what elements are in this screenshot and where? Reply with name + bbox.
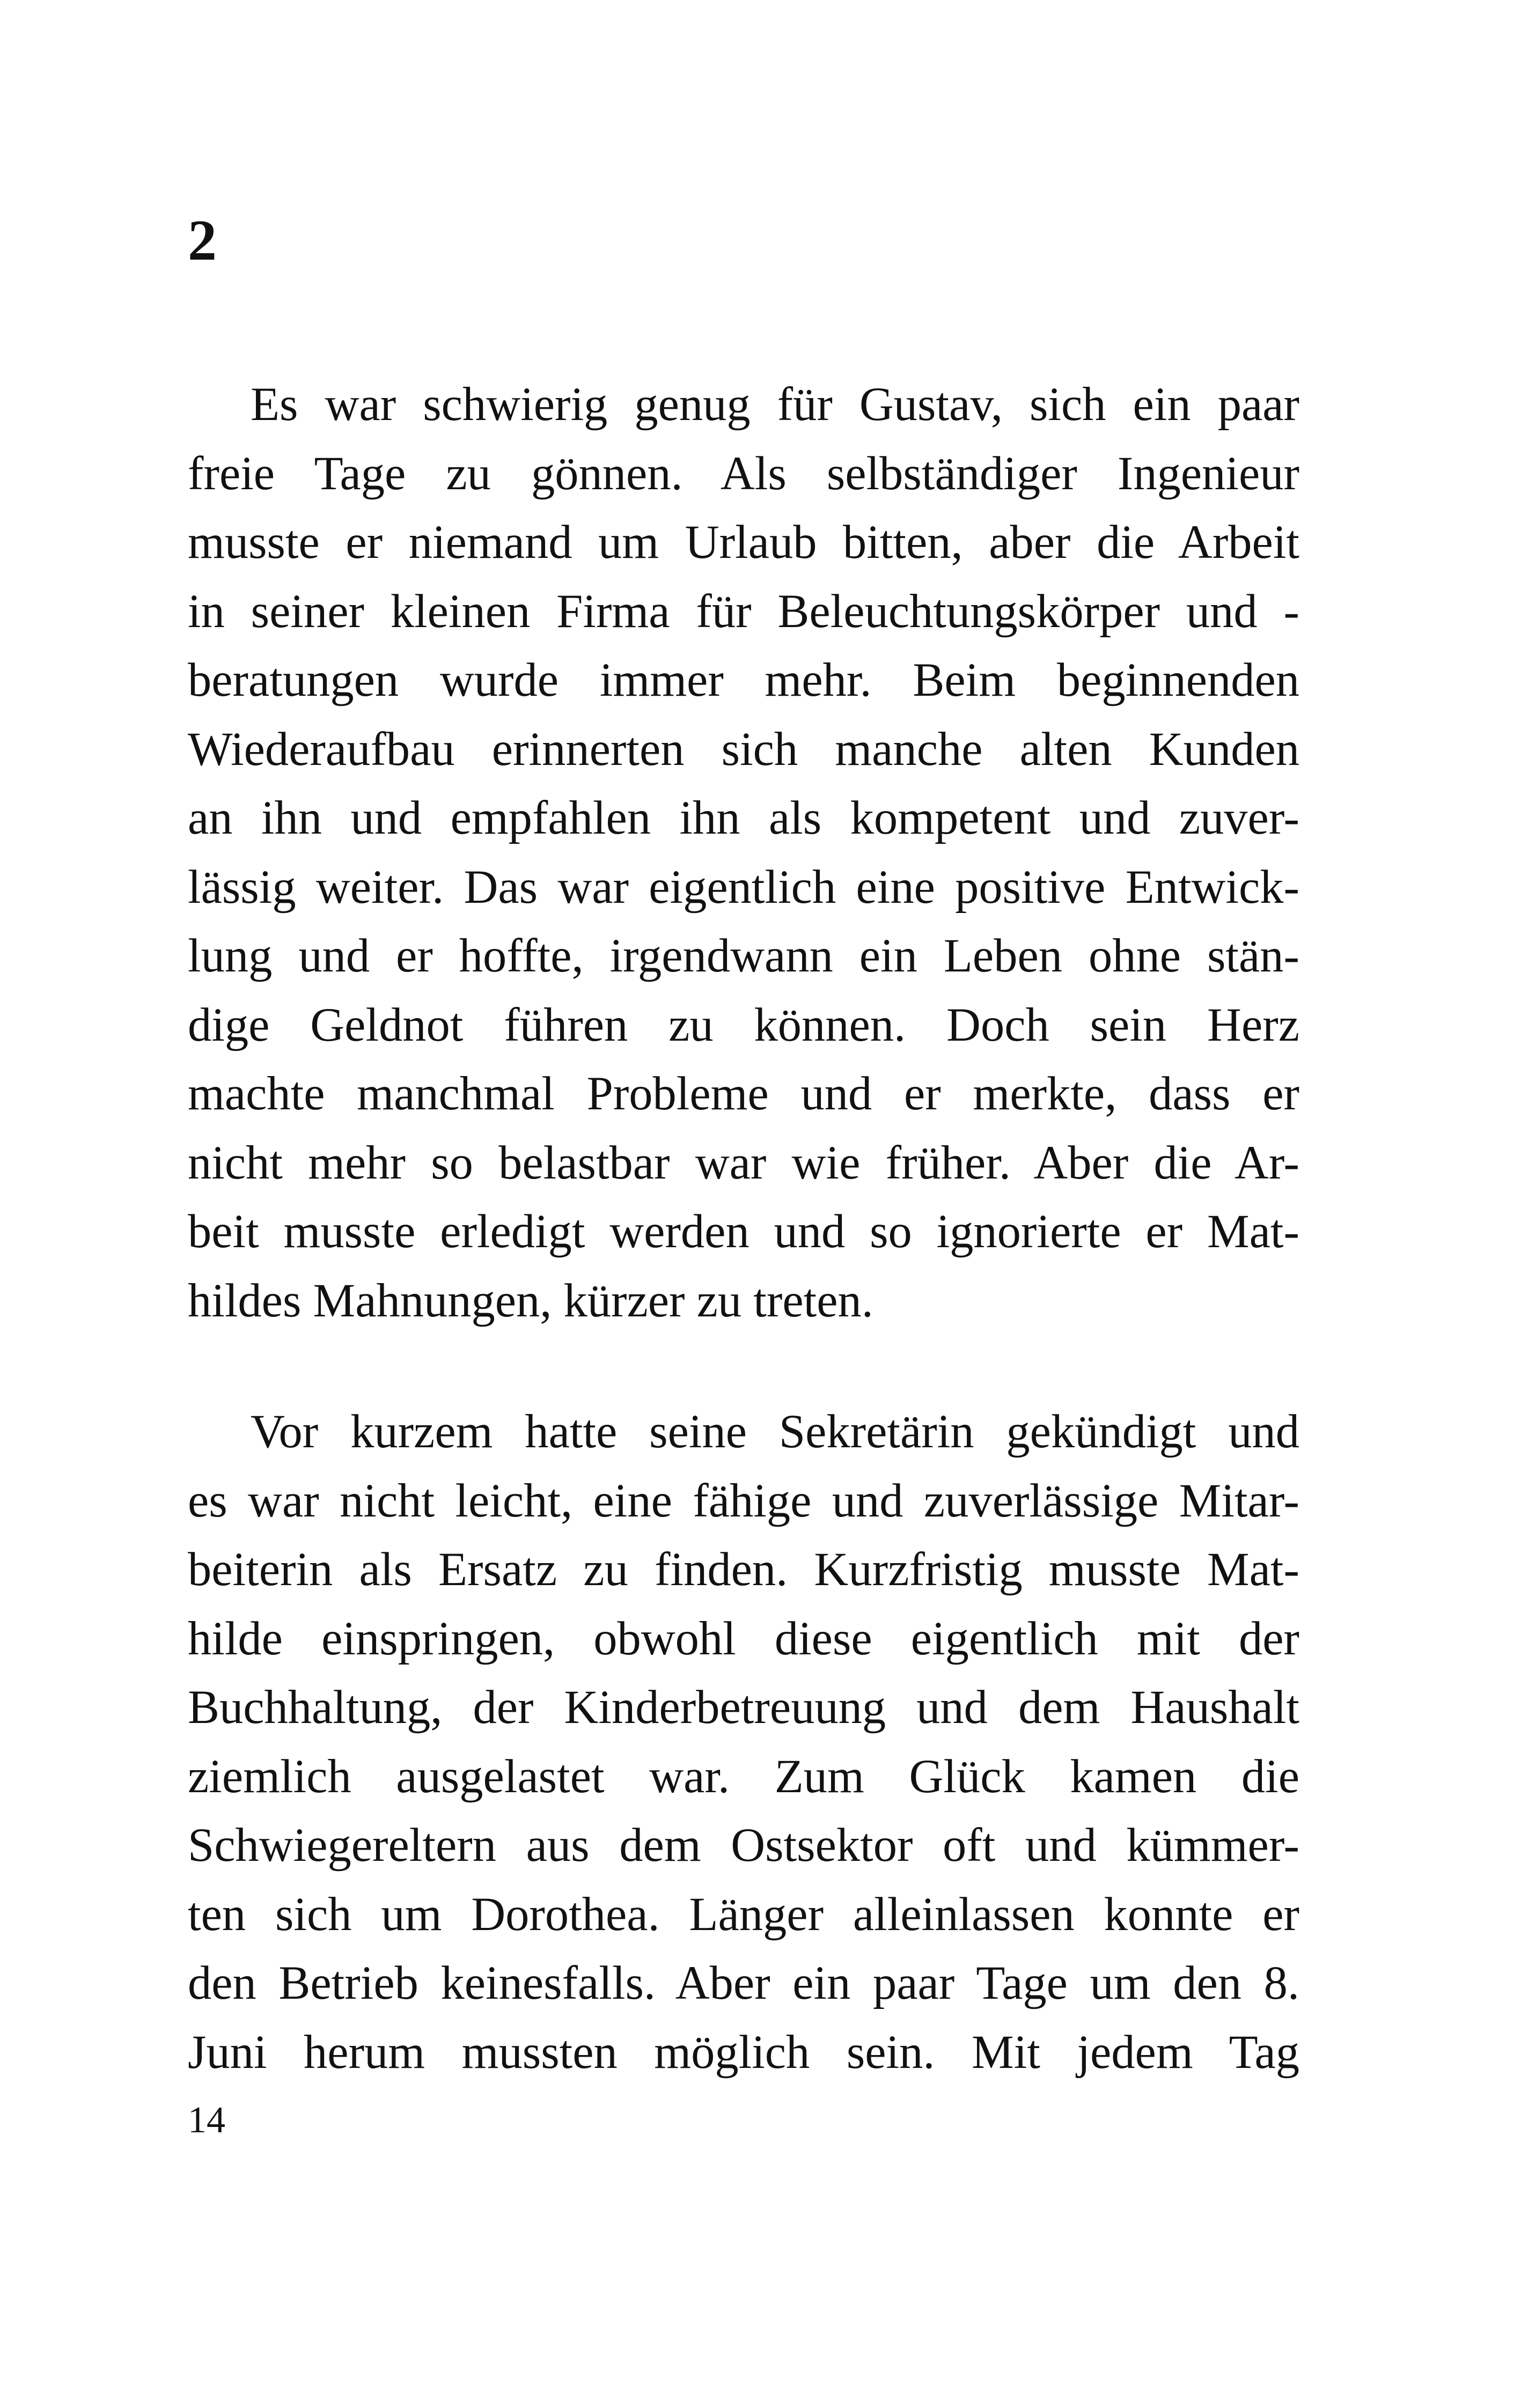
text-line: Juni herum mussten möglich sein. Mit jedem Tag [188,2026,1299,2079]
text-line: hildes Mahnungen, kürzer zu treten. [188,1274,873,1327]
text-line: freie Tage zu gönnen. Als selbständiger Ingenieur [188,447,1299,500]
paragraph-gap [188,1335,1299,1397]
text-line: beratungen wurde immer mehr. Beim beginnenden [188,654,1299,706]
text-line: beit musste erledigt werden und so ignorierte er Mat- [188,1205,1299,1258]
text-line: machte manchmal Probleme und er merkte, dass er [188,1067,1299,1120]
chapter-number: 2 [188,209,217,273]
text-line: dige Geldnot führen zu können. Doch sein Herz [188,998,1299,1051]
text-line: Es war schwierig genug für Gustav, sich ein paar [251,378,1299,431]
body-text [188,370,1299,2087]
text-line: hilde einspringen, obwohl diese eigentlich mit der [188,1612,1299,1665]
text-line: beiterin als Ersatz zu finden. Kurzfristig musste Mat- [188,1543,1299,1596]
paragraph-1 [188,370,1299,1335]
text-line: es war nicht leicht, eine fähige und zuverlässige Mitar- [188,1474,1299,1527]
text-line: Vor kurzem hatte seine Sekretärin gekündigt und [251,1405,1299,1458]
text-line: in seiner kleinen Firma für Beleuchtungskörper und - [188,585,1299,638]
paragraph-2 [188,1397,1299,2087]
page-number: 14 [188,2100,225,2141]
text-line: ten sich um Dorothea. Länger alleinlassen konnte er [188,1888,1299,1941]
text-line: nicht mehr so belastbar war wie früher. Aber die Ar- [188,1136,1299,1189]
text-line: lässig weiter. Das war eigentlich eine positive Entwick- [188,860,1299,914]
text-line: musste er niemand um Urlaub bitten, aber die Arbeit [188,516,1299,569]
text-line: ziemlich ausgelastet war. Zum Glück kamen die [188,1750,1299,1803]
text-line: den Betrieb keinesfalls. Aber ein paar Tage um den 8. [188,1957,1299,2009]
text-line: an ihn und empfahlen ihn als kompetent und zuver- [188,792,1299,844]
text-line: Schwiegereltern aus dem Ostsektor oft und kümmer- [188,1819,1299,1872]
text-line: lung und er hoffte, irgendwann ein Leben ohne stän- [188,930,1299,982]
text-line: Wiederaufbau erinnerten sich manche alten Kunden [188,723,1299,776]
text-line: Buchhaltung, der Kinderbetreuung und dem Haushalt [188,1681,1299,1734]
